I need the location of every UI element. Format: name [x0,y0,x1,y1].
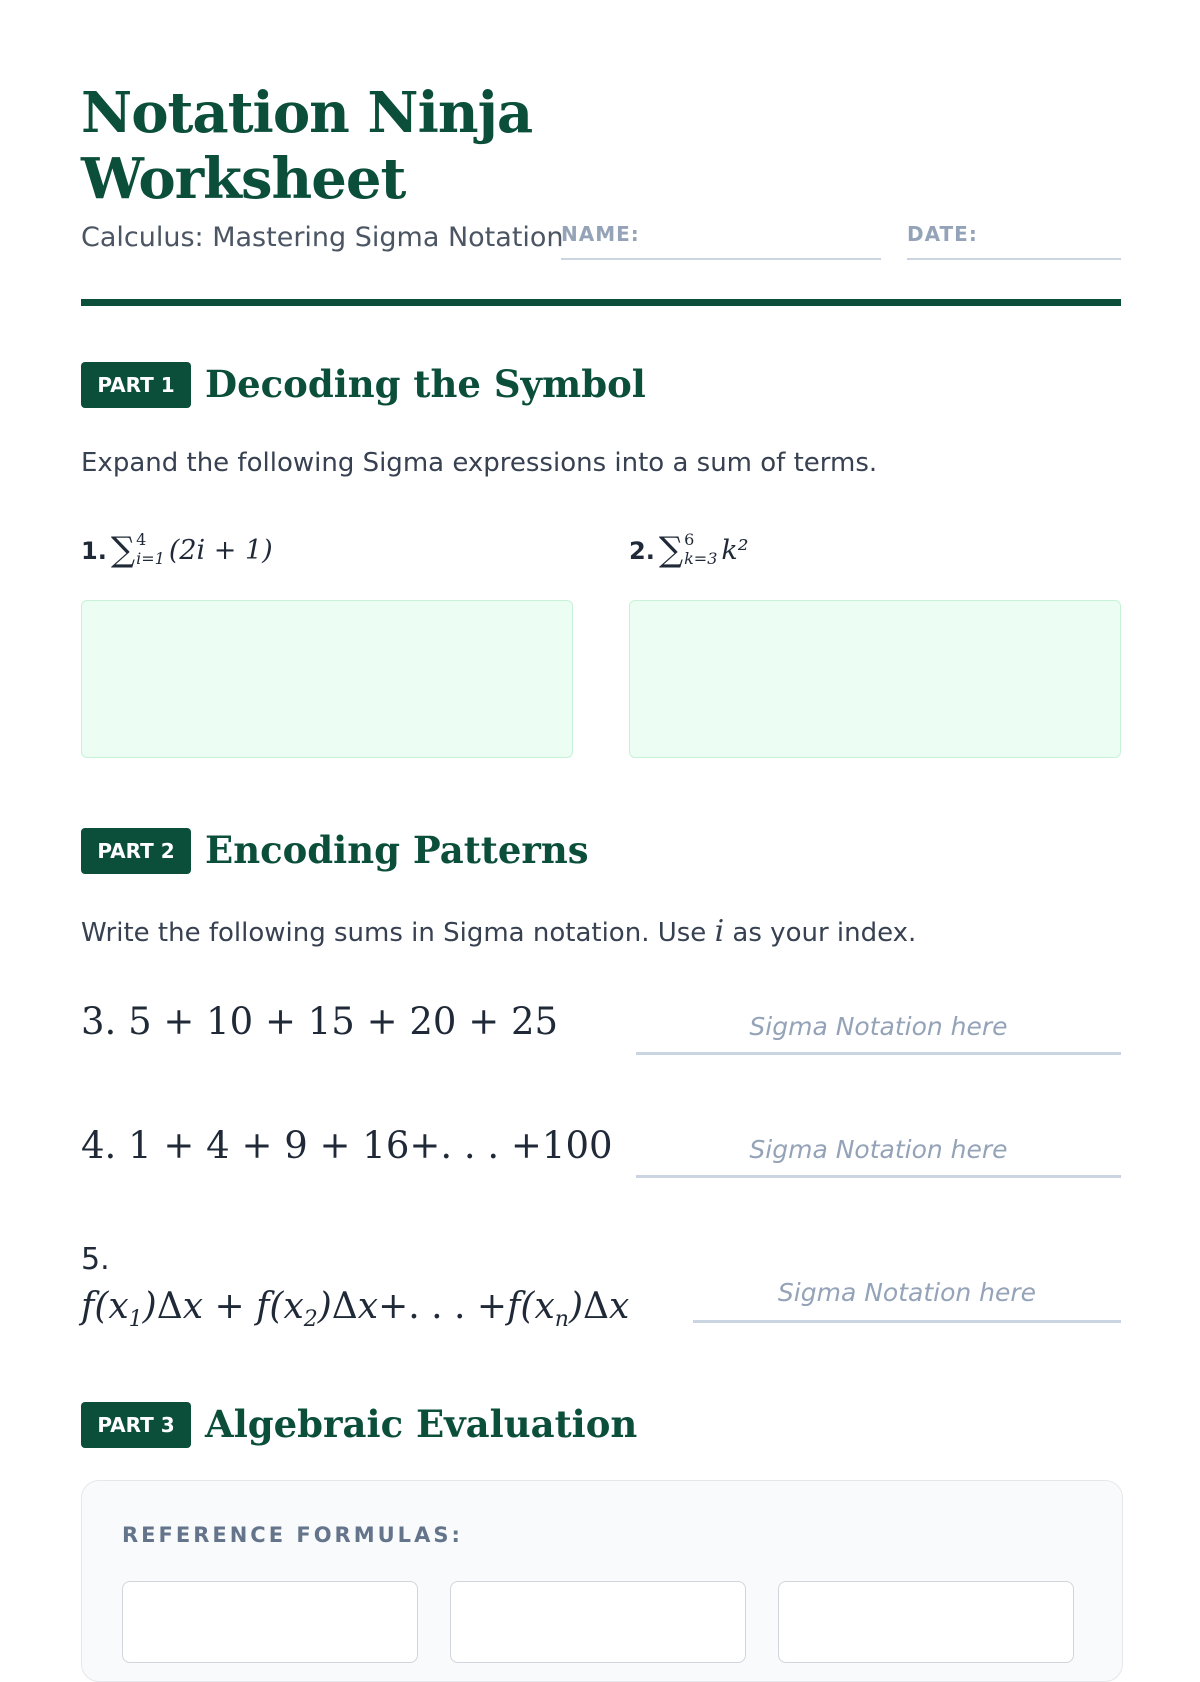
lower-limit: k=3 [684,548,718,568]
answer-box-1[interactable] [81,600,573,758]
part2-badge: PART 2 [81,828,191,874]
instruction-text-start: Write the following sums in Sigma notation. Use [81,918,715,948]
part2-instruction [81,914,916,949]
worksheet-title [81,80,601,212]
question-5-number: 5. [81,1242,110,1277]
date-label: DATE: [907,222,978,246]
title-line-2: Worksheet [81,146,406,212]
part1-instruction: Expand the following Sigma expressions into a sum of terms. [81,448,878,478]
question-4-expression: 1 + 4 + 9 + 16+. . . +100 [128,1124,613,1167]
question-1-number: 1. [81,537,107,565]
upper-limit: 4 [136,529,147,549]
sigma-symbol: ∑ [658,530,684,570]
formula-card-2 [450,1581,746,1663]
instruction-text-end: as your index. [724,918,917,948]
header-divider [81,299,1121,306]
name-field[interactable] [561,222,881,260]
question-2-body: k² [721,535,749,566]
title-line-1: Notation Ninja [81,80,533,146]
answer-line-3[interactable]: Sigma Notation here [636,1002,1121,1055]
part1-title: Decoding the Symbol [205,362,646,406]
part1-badge: PART 1 [81,362,191,408]
part2-title: Encoding Patterns [205,828,589,872]
question-2 [629,528,749,571]
question-4-number: 4. [81,1124,117,1167]
question-1-body: (2i + 1) [168,535,273,566]
formula-card-1 [122,1581,418,1663]
answer-line-4[interactable]: Sigma Notation here [636,1125,1121,1178]
reference-formulas-card [81,1480,1123,1682]
part3-title: Algebraic Evaluation [205,1402,638,1446]
answer-line-5[interactable]: Sigma Notation here [693,1270,1121,1323]
answer-box-2[interactable] [629,600,1121,758]
sigma-limits [136,530,165,568]
date-field[interactable] [907,222,1121,260]
part3-badge: PART 3 [81,1402,191,1448]
question-4 [81,1124,613,1167]
question-3-expression: 5 + 10 + 15 + 20 + 25 [128,1000,559,1043]
formula-card-3 [778,1581,1074,1663]
reference-formulas-title: REFERENCE FORMULAS: [122,1523,463,1547]
upper-limit: 6 [684,529,695,549]
worksheet-subtitle: Calculus: Mastering Sigma Notation [81,222,564,253]
question-1 [81,528,273,571]
name-label: NAME: [561,222,640,246]
index-variable: i [714,914,725,949]
lower-limit: i=1 [136,548,165,568]
sigma-symbol: ∑ [110,530,136,570]
sigma-limits [684,530,717,568]
question-2-number: 2. [629,537,655,565]
question-5-expression: $f(x_1)\Delta x + f(x_2)\Delta x+$. . . $+f(x_n)\Delta x$ [81,1286,630,1332]
question-3-number: 3. [81,1000,117,1043]
question-3 [81,1000,558,1043]
